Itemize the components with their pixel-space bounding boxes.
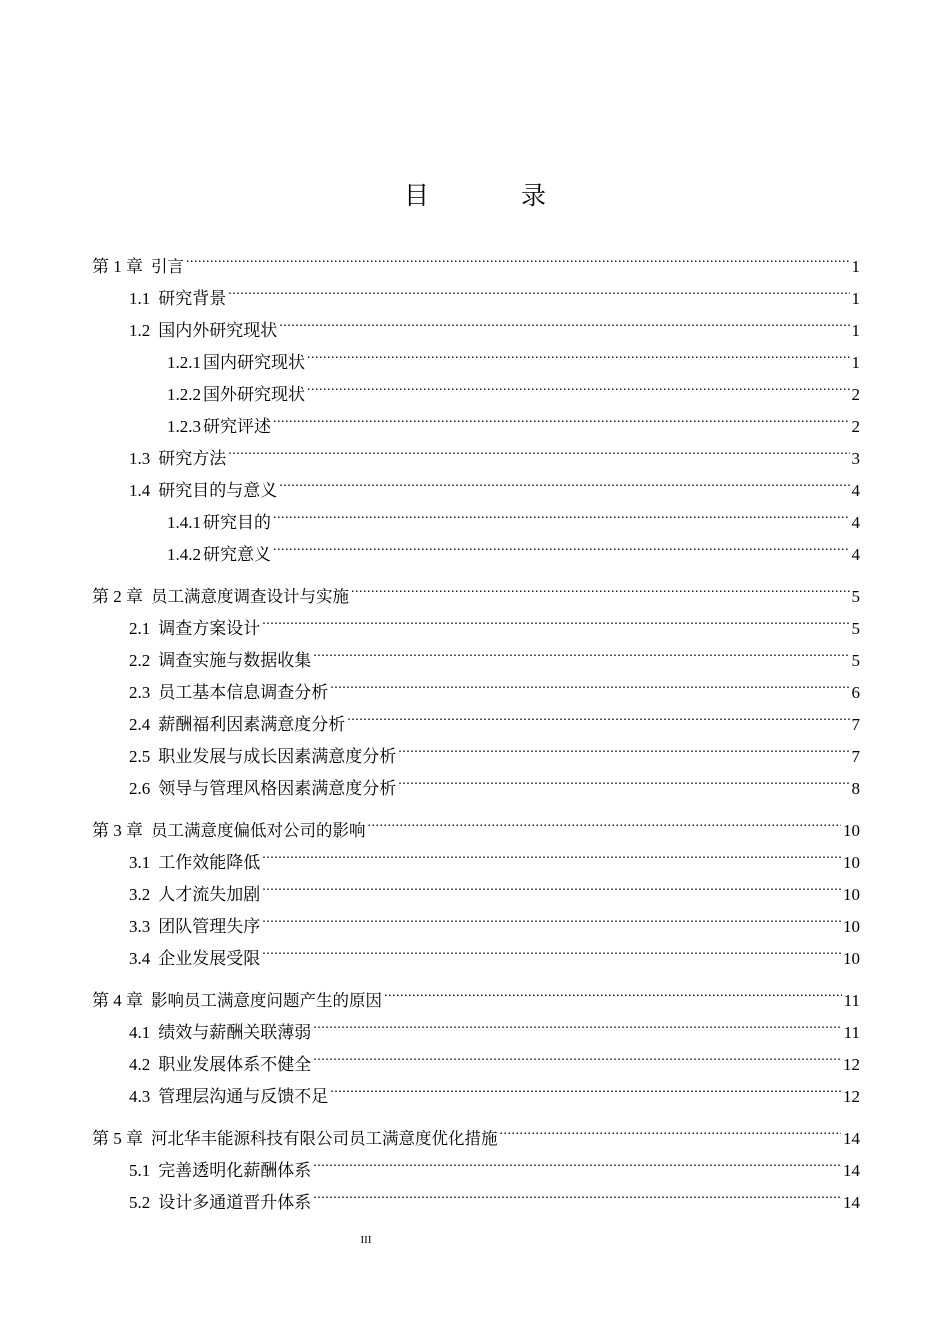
toc-entry-number: 2.1: [129, 619, 151, 638]
toc-leader-dots: [262, 840, 841, 868]
page-number-footer: III: [360, 1234, 372, 1246]
toc-entry[interactable]: [92, 574, 860, 606]
toc-entry-page: 8: [851, 779, 860, 798]
toc-entry-page: 12: [843, 1055, 860, 1074]
toc-entry-number: 5.2: [129, 1193, 151, 1212]
toc-entry-label: 完善透明化薪酬体系: [158, 1161, 312, 1181]
toc-entry-number: 第 2 章: [92, 587, 143, 606]
toc-leader-dots: [262, 606, 849, 634]
toc-entry-number: 1.1: [129, 289, 151, 308]
toc-entry-label: 研究背景: [158, 289, 227, 309]
toc-entry-page: 2: [851, 385, 860, 404]
toc-leader-dots: [307, 340, 850, 368]
toc-entry-number: 1.4: [129, 481, 151, 500]
toc-leader-dots: [368, 808, 842, 836]
toc-leader-dots: [313, 1010, 841, 1038]
toc-entry-page: 10: [843, 885, 860, 904]
toc-entry-number: 第 5 章: [92, 1129, 143, 1148]
toc-leader-dots: [384, 978, 842, 1006]
toc-entry-number: 3.2: [129, 885, 151, 904]
toc-entry-label: 员工满意度调查设计与实施: [151, 587, 349, 606]
toc-entry-number: 1.2.1: [167, 353, 201, 372]
toc-entry-number: 2.5: [129, 747, 151, 766]
toc-leader-dots: [273, 532, 850, 560]
toc-leader-dots: [279, 308, 849, 336]
toc-leader-dots: [273, 404, 850, 432]
toc-entry-number: 1.2.3: [167, 417, 201, 436]
toc-entry-number: 3.1: [129, 853, 151, 872]
toc-leader-dots: [228, 436, 849, 464]
toc-entry-label: 研究方法: [158, 449, 227, 469]
toc-entry-page: 1: [851, 257, 860, 276]
toc-leader-dots: [273, 500, 850, 528]
toc-entry-page: 12: [843, 1087, 860, 1106]
toc-entry-label: 国外研究现状: [203, 385, 305, 405]
toc-leader-dots: [351, 574, 850, 602]
toc-entry-number: 2.4: [129, 715, 151, 734]
toc-leader-dots: [330, 1074, 841, 1102]
toc-entry-page: 2: [851, 417, 860, 436]
toc-entry-number: 第 4 章: [92, 991, 143, 1010]
toc-entry-number: 4.1: [129, 1023, 151, 1042]
toc-entry-label: 影响员工满意度问题产生的原因: [151, 991, 382, 1010]
toc-entry-number: 1.4.1: [167, 513, 201, 532]
toc-leader-dots: [313, 1180, 841, 1208]
toc-entry-page: 4: [851, 545, 860, 564]
toc-entry-label: 设计多通道晋升体系: [158, 1193, 312, 1213]
toc-leader-dots: [398, 734, 849, 762]
toc-entry-number: 2.6: [129, 779, 151, 798]
toc-leader-dots: [228, 276, 849, 304]
toc-entry-page: 5: [851, 619, 860, 638]
toc-entry[interactable]: [92, 978, 860, 1010]
toc-entry-label: 绩效与薪酬关联薄弱: [158, 1023, 312, 1043]
toc-entry-number: 3.4: [129, 949, 151, 968]
toc-entry-page: 6: [851, 683, 860, 702]
toc-entry-label: 国内外研究现状: [158, 321, 278, 341]
toc-entry-label: 薪酬福利因素满意度分析: [158, 715, 346, 735]
toc-entry-label: 员工满意度偏低对公司的影响: [151, 821, 366, 840]
toc-entry-label: 工作效能降低: [158, 853, 261, 873]
page-title: 目 录: [404, 181, 588, 210]
toc-entry[interactable]: [92, 244, 860, 276]
toc-entry-label: 企业发展受限: [158, 949, 261, 969]
toc-entry-number: 1.2: [129, 321, 151, 340]
toc-entry-label: 河北华丰能源科技有限公司员工满意度优化措施: [151, 1129, 498, 1148]
toc-entry-number: 1.4.2: [167, 545, 201, 564]
toc-entry[interactable]: [92, 1116, 860, 1148]
toc-entry-number: 第 3 章: [92, 821, 143, 840]
toc-entry-number: 4.2: [129, 1055, 151, 1074]
toc-entry-page: 4: [851, 513, 860, 532]
toc-entry-label: 调查方案设计: [158, 619, 261, 639]
toc-leader-dots: [262, 904, 841, 932]
toc-leader-dots: [398, 766, 849, 794]
toc-entry-page: 14: [843, 1129, 860, 1148]
toc-entry-number: 1.2.2: [167, 385, 201, 404]
toc-entry-page: 10: [843, 821, 860, 840]
toc-entry-page: 10: [843, 949, 860, 968]
toc-entry-label: 团队管理失序: [158, 917, 261, 937]
toc-entry-label: 职业发展体系不健全: [158, 1055, 312, 1075]
toc-entry-page: 11: [843, 1023, 860, 1042]
toc-entry-label: 研究评述: [203, 417, 271, 437]
toc-entry-page: 1: [851, 289, 860, 308]
toc-leader-dots: [186, 244, 850, 272]
toc-entry-label: 研究目的: [203, 513, 271, 533]
toc-entry-page: 10: [843, 853, 860, 872]
toc-entry-number: 1.3: [129, 449, 151, 468]
toc-entry-page: 7: [851, 747, 860, 766]
toc-entry-label: 研究目的与意义: [158, 481, 278, 501]
toc-entry-label: 调查实施与数据收集: [158, 651, 312, 671]
toc-entry-number: 第 1 章: [92, 257, 143, 276]
toc-entry-label: 职业发展与成长因素满意度分析: [158, 747, 397, 767]
toc-entry-page: 5: [851, 651, 860, 670]
toc-leader-dots: [313, 638, 849, 666]
toc-leader-dots: [307, 372, 850, 400]
toc-entry-number: 5.1: [129, 1161, 151, 1180]
toc-leader-dots: [500, 1116, 842, 1144]
toc-leader-dots: [279, 468, 849, 496]
toc-entry-page: 14: [843, 1161, 860, 1180]
toc-leader-dots: [262, 936, 841, 964]
toc-entry-label: 引言: [151, 257, 184, 276]
toc-entry-label: 领导与管理风格因素满意度分析: [158, 779, 397, 799]
toc-entry-page: 3: [851, 449, 860, 468]
toc-leader-dots: [313, 1148, 841, 1176]
toc-entry-label: 国内研究现状: [203, 353, 305, 373]
toc-entry-number: 3.3: [129, 917, 151, 936]
toc-entry[interactable]: [92, 808, 860, 840]
toc-entry-label: 人才流失加剧: [158, 885, 261, 905]
toc-leader-dots: [347, 702, 849, 730]
toc-entry[interactable]: [92, 276, 860, 308]
toc-entry-page: 11: [843, 991, 860, 1010]
toc-entry-page: 7: [851, 715, 860, 734]
toc-entry-page: 1: [851, 321, 860, 340]
toc-entry-number: 2.2: [129, 651, 151, 670]
toc-entry-page: 14: [843, 1193, 860, 1212]
toc-leader-dots: [313, 1042, 841, 1070]
toc-entry-label: 研究意义: [203, 545, 271, 565]
toc-entry-page: 4: [851, 481, 860, 500]
toc-entry-number: 4.3: [129, 1087, 151, 1106]
toc-entry-page: 10: [843, 917, 860, 936]
toc-entry-label: 员工基本信息调查分析: [158, 683, 329, 703]
toc-leader-dots: [262, 872, 841, 900]
toc-entry-label: 管理层沟通与反馈不足: [158, 1087, 329, 1107]
table-of-contents: [92, 244, 860, 1212]
toc-entry-page: 1: [851, 353, 860, 372]
toc-entry-number: 2.3: [129, 683, 151, 702]
toc-entry-page: 5: [851, 587, 860, 606]
toc-leader-dots: [330, 670, 849, 698]
